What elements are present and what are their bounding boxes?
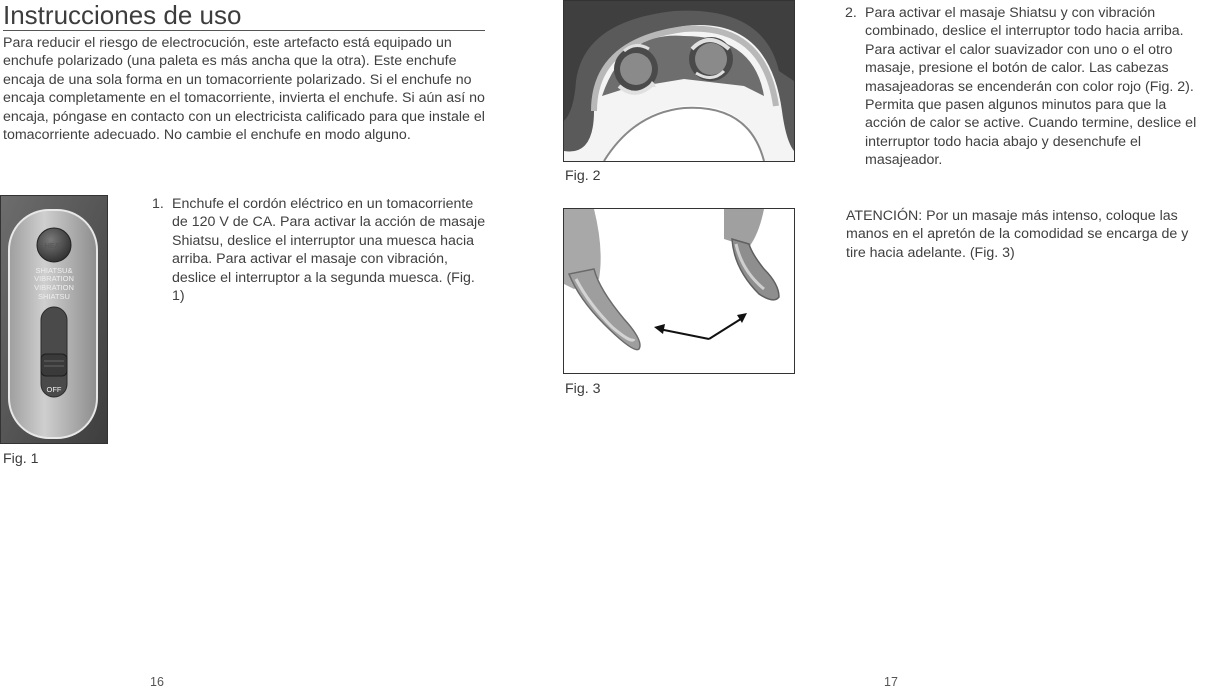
fig-2-caption: Fig. 2 — [565, 168, 601, 184]
step-2-text: Para activar el masaje Shiatsu y con vibración combinado, deslice el interruptor todo hacia arriba. Para activar el calor suavizador con uno o el otro masaje, presione el botón de calor. Las cabezas masajeadoras se encenderán con color rojo (Fig. 2). Permita que pasen algunos minutos para que la acción de calor se active. Cuando termine, deslice el interruptor todo hacia abajo y desenchufe el masajeador. — [865, 5, 1197, 169]
intro-paragraph: Para reducir el riesgo de electrocución, este artefacto está equipado un enchufe polarizado (una paleta es más ancha que la otra). Este enchufe encaja de una sola forma en un tomacorriente polarizado. Si el enchufe no encaja completamente en el tomacorriente, invierta el enchufe. Si aún así no encaja, póngase en contacto con un electricista calificado para que instale el tomacorriente adecuado. No cambie el enchufe en modo alguno. — [3, 35, 485, 144]
vibration-label: VIBRATION — [34, 283, 74, 292]
step-1-text: Enchufe el cordón eléctrico en un tomacorriente de 120 V de CA. Para activar la acción de masaje Shiatsu, deslice el interruptor una muesca hacia arriba. Para activar el masaje con vibración, deslice el interruptor a la segunda muesca. (Fig. 1) — [172, 196, 486, 305]
fig-3-caption: Fig. 3 — [565, 381, 601, 397]
step-1-number: 1. — [152, 196, 164, 212]
fig-3-image — [563, 208, 795, 374]
page-number-right: 17 — [884, 675, 898, 689]
step-2 — [845, 4, 1211, 169]
fig-1-caption: Fig. 1 — [3, 451, 39, 467]
heat-label: HEAT — [44, 243, 64, 250]
off-label: OFF — [46, 385, 62, 394]
step-1 — [152, 195, 487, 310]
massager-straps-illustration — [564, 209, 794, 373]
shiatsu-vibration-label: SHIATSU& — [35, 266, 73, 275]
page-number-left: 16 — [150, 675, 164, 689]
shiatsu-label: SHIATSU — [38, 292, 70, 301]
attention-note: ATENCIÓN: Por un masaje más intenso, coloque las manos en el apretón de la comodidad se encarga de y tire hacia adelante. (Fig. 3) — [846, 208, 1189, 261]
fig-1-image — [0, 195, 108, 444]
step-2-number: 2. — [845, 5, 857, 21]
shiatsu-vibration-label-2: VIBRATION — [34, 274, 74, 283]
remote-control-illustration — [1, 196, 107, 443]
massager-heads-illustration — [564, 1, 794, 161]
fig-2-image — [563, 0, 795, 162]
page-title: Instrucciones de uso — [3, 0, 485, 31]
